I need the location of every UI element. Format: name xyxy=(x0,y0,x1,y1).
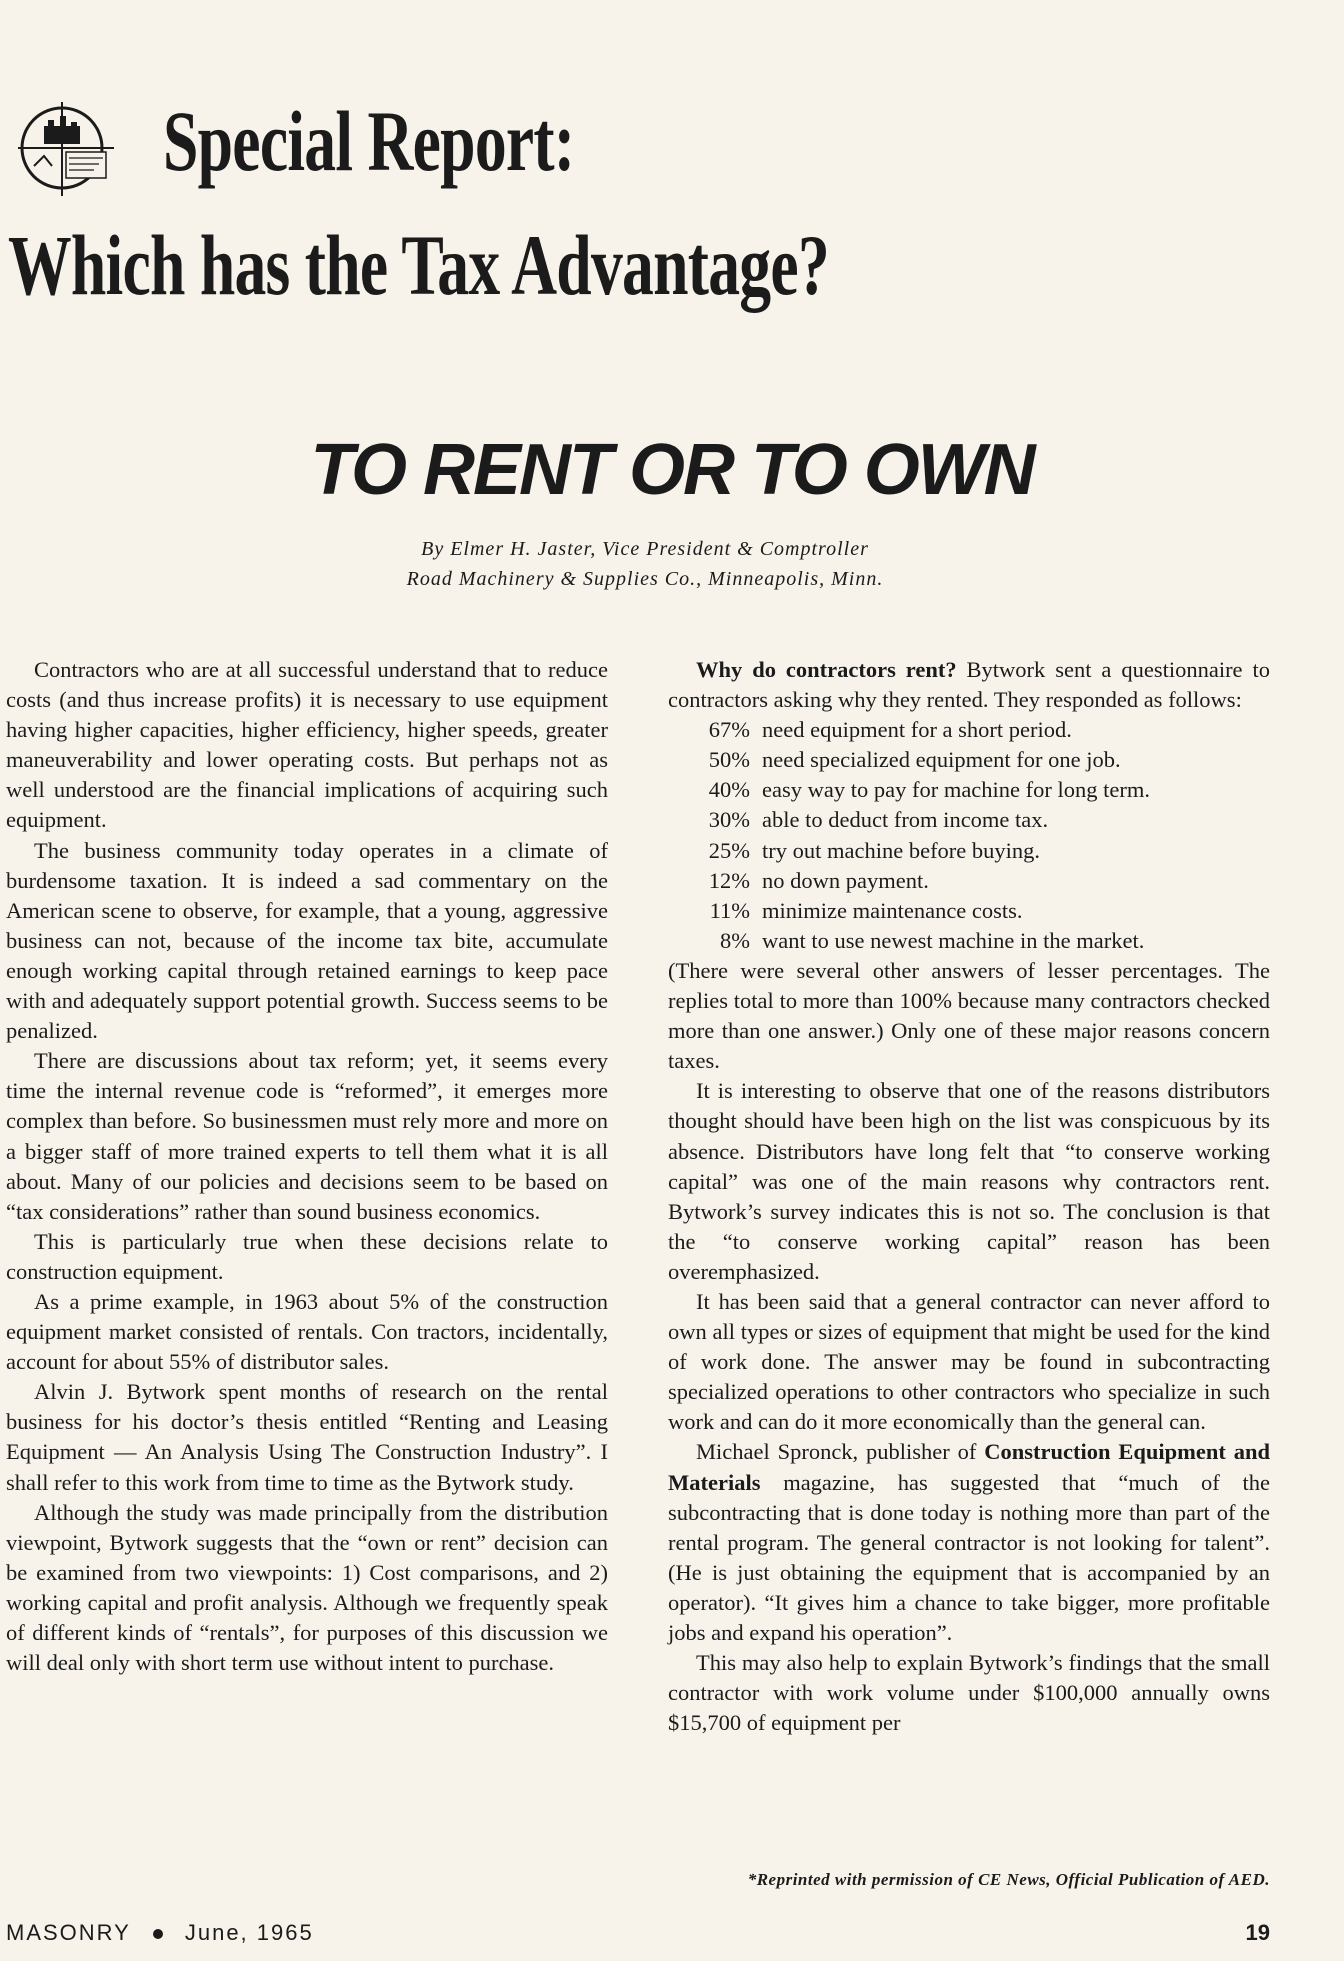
report-title-line2: Which has the Tax Advantage? xyxy=(8,217,829,313)
reason-percent: 12% xyxy=(708,867,750,893)
issue-date: June, 1965 xyxy=(184,1920,314,1945)
paragraph: It is interesting to observe that one of the reasons distributors thought should have been high on the list was conspicuous by its absence. Distributors have long felt that “to conserve working capital” was one of the main reasons why contractors rent. Bytwork’s survey indicates this is not so. The conclusion is that the “to conserve working capital” reason has been overemphasized. xyxy=(668,1078,1270,1284)
page-number: 19 xyxy=(1245,1920,1270,1945)
intro-question: Why do contractors rent? xyxy=(696,657,957,682)
paragraph: Alvin J. Bytwork spent months of research on the rental business for his doctor’s thesis entitled “Renting and Leasing Equipment — An Analysis Using The Construction Industry”. I shall refer to this work from time to time as the Bytwork study. xyxy=(6,1379,608,1495)
mason-contractors-seal-icon xyxy=(14,96,118,200)
magazine-title: MASONRY xyxy=(6,1920,131,1945)
reason-text: need equipment for a short period. xyxy=(762,717,1072,743)
paragraph: Contractors who are at all successful understand that to reduce costs (and thus increase profits) it is necessary to use equipment having higher capacities, higher efficiency, higher speeds, greater maneuverability and lower operating costs. But perhaps not as well understood are the financial implications of acquiring such equipment. xyxy=(6,657,608,833)
spronck-text-a: Michael Spronck, publisher of xyxy=(696,1439,985,1465)
reason-text: able to deduct from income tax. xyxy=(762,807,1049,833)
reason-percent: 40% xyxy=(708,777,750,803)
paragraph: This may also help to explain Bytwork’s findings that the small contractor with work volume under $100,000 annually owns $15,700 of equipment per xyxy=(668,1650,1270,1736)
reason-text: minimize maintenance costs. xyxy=(762,897,1023,923)
reason-item xyxy=(668,836,1270,866)
reason-item xyxy=(668,715,1270,745)
reason-percent: 11% xyxy=(709,897,750,923)
intro-paragraph xyxy=(668,655,1270,715)
reason-percent: 30% xyxy=(708,807,750,833)
spronck-text-b: magazine, has suggested that “much of the subcontracting that is done today is nothing more than part of the rental program. The general contractor is not looking for talent”. (He is just obtaining the equipment that is accompanied by an operator). “It gives him a chance to take bigger, more profitable jobs and expand his operation”. xyxy=(668,1469,1270,1645)
paragraph: There are discussions about tax reform; yet, it seems every time the internal revenue code is “reformed”, it emerges more complex than before. So businessmen must rely more and more on a bigger staff of more trained experts to tell them what it is all about. Many of our policies and decisions seem to be based on “tax considerations” rather than sound business economics. xyxy=(6,1048,608,1224)
reason-percent: 50% xyxy=(708,747,750,773)
byline-company: Road Machinery & Supplies Co., Minneapolis, Minn. xyxy=(406,568,884,590)
reason-text: need specialized equipment for one job. xyxy=(762,747,1121,773)
reason-text: try out machine before buying. xyxy=(762,837,1041,863)
reason-percent: 25% xyxy=(708,837,750,863)
page-footer xyxy=(6,1920,314,1946)
paragraph: It has been said that a general contractor can never afford to own all types or sizes of equipment that might be used for the kind of work done. The answer may be found in subcontracting specialized operations to other contractors who specialize in such work and can do it more economically than the general can. xyxy=(668,1288,1270,1435)
reasons-list xyxy=(668,715,1270,956)
reason-item xyxy=(668,745,1270,775)
reason-item xyxy=(668,896,1270,926)
reason-text: no down payment. xyxy=(762,867,929,893)
reason-item xyxy=(668,866,1270,896)
reason-item xyxy=(668,805,1270,835)
reprint-footnote: *Reprinted with permission of CE News, Official Publication of AED. xyxy=(747,1870,1270,1889)
paragraph: The business community today operates in a climate of burdensome taxation. It is indeed a sad commentary on the American scene to observe, for example, that a young, aggressive business can not, because of the income tax bite, accumulate enough working capital through retained earnings to keep pace with and adequately support potential growth. Success seems to be penalized. xyxy=(6,837,608,1044)
byline-author: By Elmer H. Jaster, Vice President & Comptroller xyxy=(421,538,869,560)
paragraph: Although the study was made principally from the distribution viewpoint, Bytwork suggests that the “own or rent” decision can be examined from two viewpoints: 1) Cost comparisons, and 2) working capital and profit analysis. Although we frequently speak of different kinds of “rentals”, for purposes of this discussion we will deal only with short term use without intent to purchase. xyxy=(6,1499,608,1676)
reason-percent: 67% xyxy=(708,717,750,743)
paragraph: (There were several other answers of lesser percentages. The replies total to more than 100% because many contractors checked more than one answer.) Only one of these major reasons concern taxes. xyxy=(668,957,1270,1074)
byline xyxy=(0,534,1290,594)
article-headline: TO RENT OR TO OWN xyxy=(310,430,1034,510)
paragraph: This is particularly true when these decisions relate to construction equipment. xyxy=(6,1228,608,1284)
left-column xyxy=(6,655,608,1678)
reason-percent: 8% xyxy=(720,927,750,953)
reason-text: easy way to pay for machine for long term. xyxy=(762,777,1150,803)
report-title-line1: Special Report: xyxy=(163,93,575,189)
reason-text: want to use newest machine in the market. xyxy=(762,927,1145,953)
bullet-icon xyxy=(153,1929,163,1939)
paragraph: As a prime example, in 1963 about 5% of the construction equipment market consisted of rentals. Con tractors, incidentally, account for about 55% of distributor sales. xyxy=(6,1288,608,1375)
reason-item xyxy=(668,775,1270,805)
right-column xyxy=(668,655,1270,1738)
intro-text: Bytwork sent a questionnaire to contractors asking why they rented. They responded as follows: xyxy=(668,657,1270,713)
paragraph xyxy=(668,1437,1270,1648)
reason-item xyxy=(668,926,1270,956)
magazine-name: Construction Equipment and Materials xyxy=(668,1439,1270,1495)
